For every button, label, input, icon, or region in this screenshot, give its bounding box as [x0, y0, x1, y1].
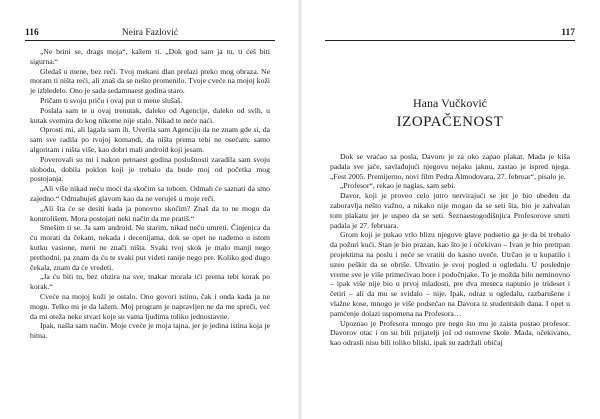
story-author: Hana Vučković [412, 96, 488, 110]
right-page [300, 0, 600, 419]
paragraph: Grom koji je pukao vrlo blizu njegove glave podsetio ga je da bi trebalo da požuri kući. Stan je bio prazan, kao što je i očekivao – Ivan je bio pretrpan projektima na poslu i neće se vratiti do kasno uveče. Utrčao je u kupatilo i uzeo peškir da se obriše. Uhvatio je svoj pogled u ogledalu. U poslednje vreme sve je više primećivao bore i podočnjake. To je možda bilo neminovno – ipak više nije bio u prvoj mladosti, pre dva meseca napunio je trideset i četiri – ali da mu se svidalo – nije. Ipak, odraz u ogledalu, razbarušene i vlažne kose, mnogo je više podsećao na Davora iz studentskih dana. I opet u pamćenje dolazi uspomena na Profesora… [330, 230, 570, 318]
paragraph: Poverovali su mi i nakon petnaest godina poslušnosti zaradila sam svoju slobodu, dobila poklon koji je trebalo da bude moj od početka mog postojanja. [30, 154, 270, 184]
left-running-head: Neira Fazlović [121, 28, 179, 38]
paragraph: Ipak, našla sam način. Moje cveće je moja tajna, jer je jedina istina koja je bitna. [30, 321, 270, 341]
paragraph: Poslala sam te u ovaj trenutak, daleko od Agencije, daleko od svih, u kutak svemira do kog nikome nije stalo. Nikad te neće naći. [30, 105, 270, 125]
right-page-body [330, 152, 570, 348]
paragraph: „Ali šta će se desiti kada ja ponovno skočim? Znaš da to ne mogu da kontrolišem. Mora postojati neki način da me pratiš.“ [30, 203, 270, 223]
paragraph: Oprosti mi, ali lagala sam ih. Uverila sam Agenciju da ne znam gde si, da sam sve radila po tvojoj komandi, da ništa prema tebi ne osećam, samo algoritam i ništa više, kao dobri mali android koji jesam. [30, 125, 270, 154]
right-page-header [325, 27, 575, 39]
paragraph: „Ne brini se, drags moja“, kažem ti. „Dok god sam ja tu, ti ćeš biti sigurna.“ [30, 47, 270, 66]
paragraph: „Ja ću biti tu, bez obzira na sve, makar morala ići prema tebi korak po korak.“ [30, 272, 270, 292]
chapter-title: IZOPAČENOST [396, 114, 504, 130]
right-header-rule [325, 40, 575, 41]
paragraph: Gledaš u mene, bez reči. Tvoj mekani dlan prelazi preko mog obraza. Ne moram ti ništa reći, ali znaš da se nešto promenilo. Tvoje cveće na mojoj koži je izbledelo. Ono je sada sedamnaest godina staro. [30, 66, 270, 96]
paragraph: „Ali više nikad neću moći da skočim sa tobom. Odmah će saznati da smo zajedno.“ Odmahuješ glavom kao da ne veruješ u moje reči. [30, 184, 270, 203]
paragraph: Pričam ti svoju priču i ovaj put ti mene slušaš. [40, 95, 183, 105]
paragraph: Cveće na mojoj koži je ostalo. Ono govori istinu, čak i onda kada ja ne mogu. Telko mi je da lažem. Moj program je napravljen ne da me spreči, već da mi oteža neke stvari koje su vama ljudima toliko jednostavne. [30, 291, 270, 321]
paragraph: Dok se vraćao sa posla, Davoru je za oko zapao plakat. Mada je kiša padala sve jače, savlađujući njegovu nejaku jaknu, zastao je ispred njega. „Fest 2005. Premijerno, novi film Pedra Almodovara, 27. februar“, pisalo je. [330, 152, 570, 181]
paragraph: „Profesor“, rekao je naglas, sam sebi. [340, 181, 456, 191]
left-page-body [30, 47, 270, 341]
paragraph: Upoznao je Profesora mnogo pre nego što mu je zaista postao profesor. Davorov otac i on su bili prijatelji još od osnovne škole. Mada, očekivano, kao odrasli nisu bili toliko bliski, ipak su zadržali običaj [330, 318, 570, 348]
left-page-header [25, 27, 275, 39]
right-page-number: 117 [561, 28, 575, 38]
left-page-number: 116 [25, 28, 39, 38]
paragraph: Davor, koji je proveo celo jutro nervirajući se jer je bio ubeđen da zaboravlja nešto važno, a nikako nije mogao da se seti šta, bio je zahvalan tom plakatu jer je uspeo da se seti. Šeznaestogodišnjica Profesorove smrti padala je 27. februara. [330, 191, 570, 230]
left-header-rule [25, 40, 275, 41]
paragraph: Smešim ti se. Ja sam android. Ne starim, nikad neću umreti. Činjenica da ću morati da čekam, nekada i decenijama, dok se opet ne nađemo u istom kutku vasione, meni ne znači ništa. Svaki tvoj skok je malo manji nego prethodni, pa znam da ću te svaki put videti ranije nego pre. Koliko god dugo čekala, znam da će vredeti. [30, 223, 270, 272]
